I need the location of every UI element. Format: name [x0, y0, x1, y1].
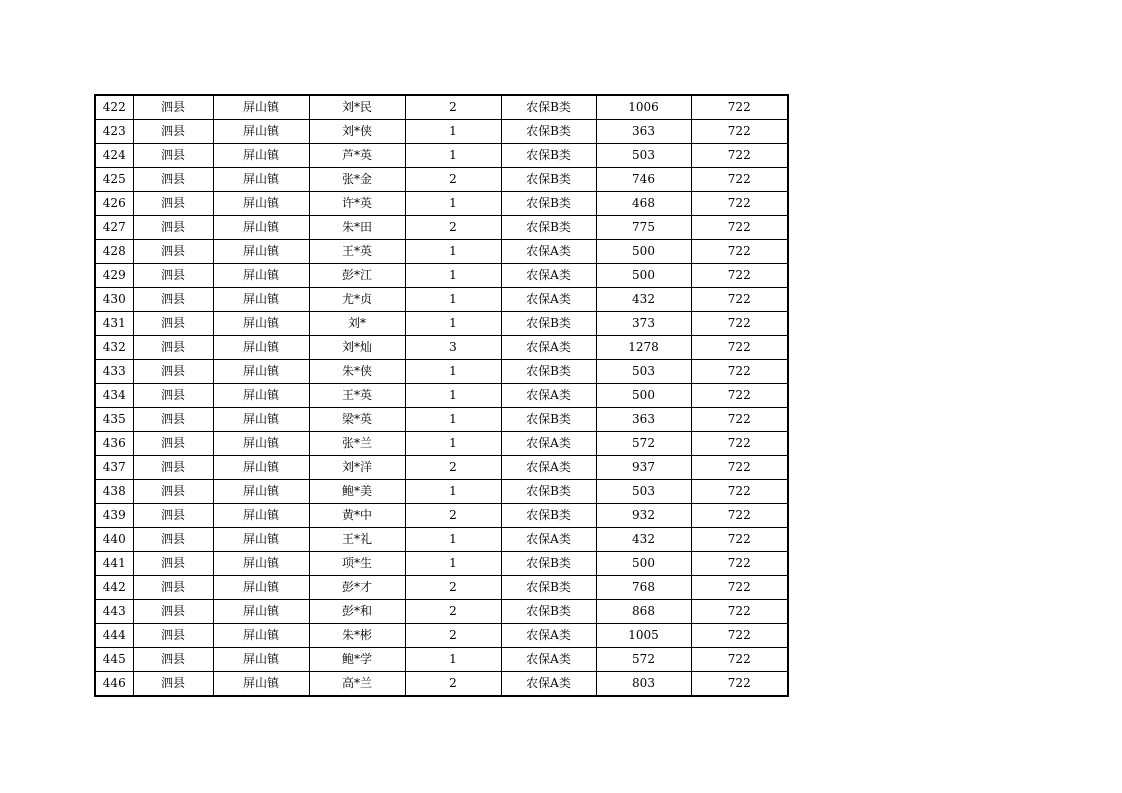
amount-cell: 503: [596, 144, 691, 168]
standard-cell: 722: [691, 480, 788, 504]
town-cell: 屏山镇: [213, 120, 309, 144]
table-body: [95, 95, 788, 696]
name-cell: 朱*田: [309, 216, 405, 240]
county-cell: 泗县: [133, 552, 213, 576]
amount-cell: 572: [596, 432, 691, 456]
category-cell: 农保B类: [501, 168, 596, 192]
name-cell: 刘*侠: [309, 120, 405, 144]
table-row: [95, 336, 788, 360]
standard-cell: 722: [691, 384, 788, 408]
county-cell: 泗县: [133, 648, 213, 672]
town-cell: 屏山镇: [213, 528, 309, 552]
county-cell: 泗县: [133, 672, 213, 697]
amount-cell: 500: [596, 552, 691, 576]
row-number-cell: 432: [95, 336, 133, 360]
row-number-cell: 424: [95, 144, 133, 168]
row-number-cell: 434: [95, 384, 133, 408]
table-row: [95, 264, 788, 288]
category-cell: 农保A类: [501, 672, 596, 697]
category-cell: 农保B类: [501, 216, 596, 240]
table-row: [95, 432, 788, 456]
name-cell: 许*英: [309, 192, 405, 216]
standard-cell: 722: [691, 408, 788, 432]
county-cell: 泗县: [133, 288, 213, 312]
category-cell: 农保A类: [501, 624, 596, 648]
row-number-cell: 422: [95, 95, 133, 120]
name-cell: 刘*民: [309, 95, 405, 120]
standard-cell: 722: [691, 624, 788, 648]
name-cell: 彭*才: [309, 576, 405, 600]
category-cell: 农保A类: [501, 432, 596, 456]
category-cell: 农保B类: [501, 408, 596, 432]
row-number-cell: 441: [95, 552, 133, 576]
amount-cell: 373: [596, 312, 691, 336]
town-cell: 屏山镇: [213, 288, 309, 312]
name-cell: 项*生: [309, 552, 405, 576]
count-cell: 2: [405, 600, 501, 624]
table-row: [95, 120, 788, 144]
standard-cell: 722: [691, 504, 788, 528]
name-cell: 张*金: [309, 168, 405, 192]
town-cell: 屏山镇: [213, 504, 309, 528]
town-cell: 屏山镇: [213, 456, 309, 480]
table-row: [95, 456, 788, 480]
amount-cell: 1278: [596, 336, 691, 360]
county-cell: 泗县: [133, 624, 213, 648]
count-cell: 1: [405, 432, 501, 456]
count-cell: 2: [405, 456, 501, 480]
county-cell: 泗县: [133, 192, 213, 216]
category-cell: 农保B类: [501, 360, 596, 384]
row-number-cell: 435: [95, 408, 133, 432]
count-cell: 1: [405, 312, 501, 336]
count-cell: 2: [405, 672, 501, 697]
row-number-cell: 429: [95, 264, 133, 288]
standard-cell: 722: [691, 576, 788, 600]
amount-cell: 363: [596, 408, 691, 432]
count-cell: 1: [405, 360, 501, 384]
amount-cell: 868: [596, 600, 691, 624]
amount-cell: 803: [596, 672, 691, 697]
row-number-cell: 445: [95, 648, 133, 672]
county-cell: 泗县: [133, 432, 213, 456]
row-number-cell: 426: [95, 192, 133, 216]
category-cell: 农保B类: [501, 312, 596, 336]
table-row: [95, 480, 788, 504]
table-row: [95, 216, 788, 240]
town-cell: 屏山镇: [213, 600, 309, 624]
table-row: [95, 360, 788, 384]
name-cell: 朱*彬: [309, 624, 405, 648]
county-cell: 泗县: [133, 408, 213, 432]
standard-cell: 722: [691, 456, 788, 480]
county-cell: 泗县: [133, 360, 213, 384]
category-cell: 农保B类: [501, 144, 596, 168]
town-cell: 屏山镇: [213, 168, 309, 192]
standard-cell: 722: [691, 216, 788, 240]
category-cell: 农保A类: [501, 384, 596, 408]
row-number-cell: 446: [95, 672, 133, 697]
town-cell: 屏山镇: [213, 95, 309, 120]
county-cell: 泗县: [133, 144, 213, 168]
table-row: [95, 288, 788, 312]
category-cell: 农保B类: [501, 552, 596, 576]
standard-cell: 722: [691, 144, 788, 168]
county-cell: 泗县: [133, 528, 213, 552]
county-cell: 泗县: [133, 264, 213, 288]
category-cell: 农保A类: [501, 288, 596, 312]
town-cell: 屏山镇: [213, 144, 309, 168]
town-cell: 屏山镇: [213, 648, 309, 672]
count-cell: 1: [405, 384, 501, 408]
town-cell: 屏山镇: [213, 672, 309, 697]
category-cell: 农保B类: [501, 576, 596, 600]
count-cell: 2: [405, 504, 501, 528]
name-cell: 尤*贞: [309, 288, 405, 312]
amount-cell: 500: [596, 384, 691, 408]
count-cell: 2: [405, 95, 501, 120]
standard-cell: 722: [691, 264, 788, 288]
county-cell: 泗县: [133, 168, 213, 192]
row-number-cell: 423: [95, 120, 133, 144]
row-number-cell: 433: [95, 360, 133, 384]
name-cell: 张*兰: [309, 432, 405, 456]
table-row: [95, 552, 788, 576]
category-cell: 农保A类: [501, 648, 596, 672]
table-row: [95, 600, 788, 624]
category-cell: 农保A类: [501, 240, 596, 264]
name-cell: 芦*英: [309, 144, 405, 168]
category-cell: 农保B类: [501, 600, 596, 624]
town-cell: 屏山镇: [213, 336, 309, 360]
table-row: [95, 95, 788, 120]
standard-cell: 722: [691, 288, 788, 312]
category-cell: 农保B类: [501, 480, 596, 504]
town-cell: 屏山镇: [213, 408, 309, 432]
amount-cell: 503: [596, 360, 691, 384]
count-cell: 1: [405, 480, 501, 504]
name-cell: 鲍*美: [309, 480, 405, 504]
name-cell: 朱*侠: [309, 360, 405, 384]
standard-cell: 722: [691, 168, 788, 192]
row-number-cell: 427: [95, 216, 133, 240]
table-row: [95, 672, 788, 697]
table-row: [95, 312, 788, 336]
category-cell: 农保B类: [501, 192, 596, 216]
amount-cell: 468: [596, 192, 691, 216]
table-row: [95, 648, 788, 672]
town-cell: 屏山镇: [213, 192, 309, 216]
standard-cell: 722: [691, 312, 788, 336]
category-cell: 农保B类: [501, 120, 596, 144]
town-cell: 屏山镇: [213, 264, 309, 288]
amount-cell: 500: [596, 240, 691, 264]
name-cell: 彭*和: [309, 600, 405, 624]
standard-cell: 722: [691, 552, 788, 576]
count-cell: 1: [405, 648, 501, 672]
row-number-cell: 440: [95, 528, 133, 552]
name-cell: 彭*江: [309, 264, 405, 288]
town-cell: 屏山镇: [213, 240, 309, 264]
standard-cell: 722: [691, 95, 788, 120]
data-table: [94, 94, 789, 697]
name-cell: 高*兰: [309, 672, 405, 697]
town-cell: 屏山镇: [213, 384, 309, 408]
row-number-cell: 443: [95, 600, 133, 624]
county-cell: 泗县: [133, 120, 213, 144]
table-row: [95, 240, 788, 264]
table-row: [95, 144, 788, 168]
name-cell: 王*英: [309, 384, 405, 408]
row-number-cell: 436: [95, 432, 133, 456]
county-cell: 泗县: [133, 95, 213, 120]
count-cell: 1: [405, 288, 501, 312]
county-cell: 泗县: [133, 480, 213, 504]
table-row: [95, 384, 788, 408]
amount-cell: 432: [596, 288, 691, 312]
town-cell: 屏山镇: [213, 576, 309, 600]
category-cell: 农保A类: [501, 264, 596, 288]
town-cell: 屏山镇: [213, 624, 309, 648]
count-cell: 1: [405, 120, 501, 144]
town-cell: 屏山镇: [213, 480, 309, 504]
row-number-cell: 442: [95, 576, 133, 600]
row-number-cell: 425: [95, 168, 133, 192]
name-cell: 鲍*学: [309, 648, 405, 672]
table-row: [95, 408, 788, 432]
county-cell: 泗县: [133, 240, 213, 264]
row-number-cell: 439: [95, 504, 133, 528]
amount-cell: 937: [596, 456, 691, 480]
county-cell: 泗县: [133, 216, 213, 240]
count-cell: 1: [405, 552, 501, 576]
count-cell: 1: [405, 144, 501, 168]
town-cell: 屏山镇: [213, 312, 309, 336]
standard-cell: 722: [691, 648, 788, 672]
category-cell: 农保A类: [501, 456, 596, 480]
amount-cell: 1005: [596, 624, 691, 648]
count-cell: 2: [405, 624, 501, 648]
row-number-cell: 428: [95, 240, 133, 264]
category-cell: 农保B类: [501, 95, 596, 120]
name-cell: 刘*: [309, 312, 405, 336]
category-cell: 农保A类: [501, 528, 596, 552]
table-row: [95, 168, 788, 192]
name-cell: 黄*中: [309, 504, 405, 528]
category-cell: 农保A类: [501, 336, 596, 360]
count-cell: 2: [405, 576, 501, 600]
amount-cell: 500: [596, 264, 691, 288]
count-cell: 2: [405, 216, 501, 240]
standard-cell: 722: [691, 432, 788, 456]
count-cell: 2: [405, 168, 501, 192]
town-cell: 屏山镇: [213, 552, 309, 576]
county-cell: 泗县: [133, 456, 213, 480]
county-cell: 泗县: [133, 600, 213, 624]
amount-cell: 503: [596, 480, 691, 504]
count-cell: 1: [405, 528, 501, 552]
amount-cell: 1006: [596, 95, 691, 120]
row-number-cell: 437: [95, 456, 133, 480]
row-number-cell: 430: [95, 288, 133, 312]
standard-cell: 722: [691, 672, 788, 697]
name-cell: 王*英: [309, 240, 405, 264]
standard-cell: 722: [691, 240, 788, 264]
table-row: [95, 624, 788, 648]
name-cell: 王*礼: [309, 528, 405, 552]
standard-cell: 722: [691, 360, 788, 384]
town-cell: 屏山镇: [213, 216, 309, 240]
row-number-cell: 438: [95, 480, 133, 504]
table-row: [95, 528, 788, 552]
standard-cell: 722: [691, 120, 788, 144]
amount-cell: 432: [596, 528, 691, 552]
count-cell: 1: [405, 408, 501, 432]
row-number-cell: 431: [95, 312, 133, 336]
county-cell: 泗县: [133, 384, 213, 408]
county-cell: 泗县: [133, 504, 213, 528]
category-cell: 农保B类: [501, 504, 596, 528]
count-cell: 1: [405, 240, 501, 264]
name-cell: 梁*英: [309, 408, 405, 432]
town-cell: 屏山镇: [213, 360, 309, 384]
amount-cell: 572: [596, 648, 691, 672]
amount-cell: 768: [596, 576, 691, 600]
amount-cell: 775: [596, 216, 691, 240]
table-row: [95, 504, 788, 528]
amount-cell: 363: [596, 120, 691, 144]
count-cell: 1: [405, 192, 501, 216]
county-cell: 泗县: [133, 576, 213, 600]
table-row: [95, 192, 788, 216]
county-cell: 泗县: [133, 336, 213, 360]
standard-cell: 722: [691, 600, 788, 624]
standard-cell: 722: [691, 528, 788, 552]
standard-cell: 722: [691, 192, 788, 216]
count-cell: 3: [405, 336, 501, 360]
amount-cell: 932: [596, 504, 691, 528]
count-cell: 1: [405, 264, 501, 288]
town-cell: 屏山镇: [213, 432, 309, 456]
name-cell: 刘*洋: [309, 456, 405, 480]
standard-cell: 722: [691, 336, 788, 360]
county-cell: 泗县: [133, 312, 213, 336]
amount-cell: 746: [596, 168, 691, 192]
row-number-cell: 444: [95, 624, 133, 648]
table-row: [95, 576, 788, 600]
name-cell: 刘*灿: [309, 336, 405, 360]
